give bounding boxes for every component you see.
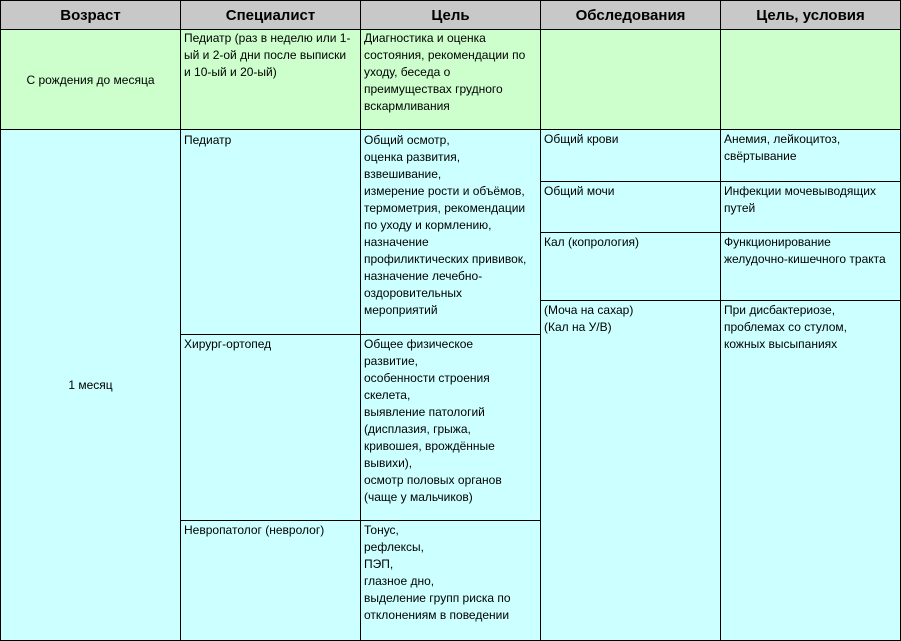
goal-pediatrician: Общий осмотр, оценка развития, взвешивание, измерение рости и объёмов, термометрия, рекомендации по уходу и кормлению, назначение профиликтических прививок, назначение лечебно- оздоровительных мероприятий xyxy=(361,130,541,335)
exam-optional: (Моча на сахар) (Кал на У/В) xyxy=(541,301,721,641)
condition-optional: При дисбактериозе, проблемах со стулом, кожных высыпаниях xyxy=(721,301,901,641)
exam-stool: Кал (копрология) xyxy=(541,233,721,301)
header-conditions-label: Цель, условия xyxy=(756,6,865,24)
header-goal xyxy=(361,0,541,30)
specialist-pediatrician: Педиатр xyxy=(181,130,361,335)
specialist-orthopedist: Хирург-ортопед xyxy=(181,335,361,521)
row1-goal: Диагностика и оценка состояния, рекомендации по уходу, беседа о преимуществах грудного вскармливания xyxy=(361,30,541,130)
header-goal-label: Цель xyxy=(431,6,470,24)
header-specialist xyxy=(181,0,361,30)
header-specialist-label: Специалист xyxy=(225,6,316,24)
row1-age-cell xyxy=(0,30,181,130)
condition-stool: Функционирование желудочно-кишечного тракта xyxy=(721,233,901,301)
row1-conditions xyxy=(721,30,901,130)
row1-age: С рождения до месяца xyxy=(26,72,155,87)
header-age xyxy=(0,0,181,30)
condition-blood: Анемия, лейкоцитоз, свёртывание xyxy=(721,130,901,182)
header-age-label: Возраст xyxy=(60,6,121,24)
exam-blood: Общий крови xyxy=(541,130,721,182)
exam-urine: Общий мочи xyxy=(541,182,721,233)
goal-neurologist: Тонус, рефлексы, ПЭП, глазное дно, выделение групп риска по отклонениям в поведении xyxy=(361,521,541,641)
row2-age: 1 месяц xyxy=(68,378,113,392)
specialist-neurologist: Невропатолог (невролог) xyxy=(181,521,361,641)
header-exams-label: Обследования xyxy=(575,6,686,24)
row2-age-cell xyxy=(0,130,181,641)
header-exams xyxy=(541,0,721,30)
header-conditions xyxy=(721,0,901,30)
goal-orthopedist: Общее физическое развитие, особенности строения скелета, выявление патологий (дисплазия, грыжа, кривошея, врождённые вывихи), осмотр половых органов (чаще у мальчиков) xyxy=(361,335,541,521)
condition-urine: Инфекции мочевыводящих путей xyxy=(721,182,901,233)
row1-exams xyxy=(541,30,721,130)
row1-specialist: Педиатр (раз в неделю или 1- ый и 2-ой дни после выписки и 10-ый и 20-ый) xyxy=(181,30,361,130)
